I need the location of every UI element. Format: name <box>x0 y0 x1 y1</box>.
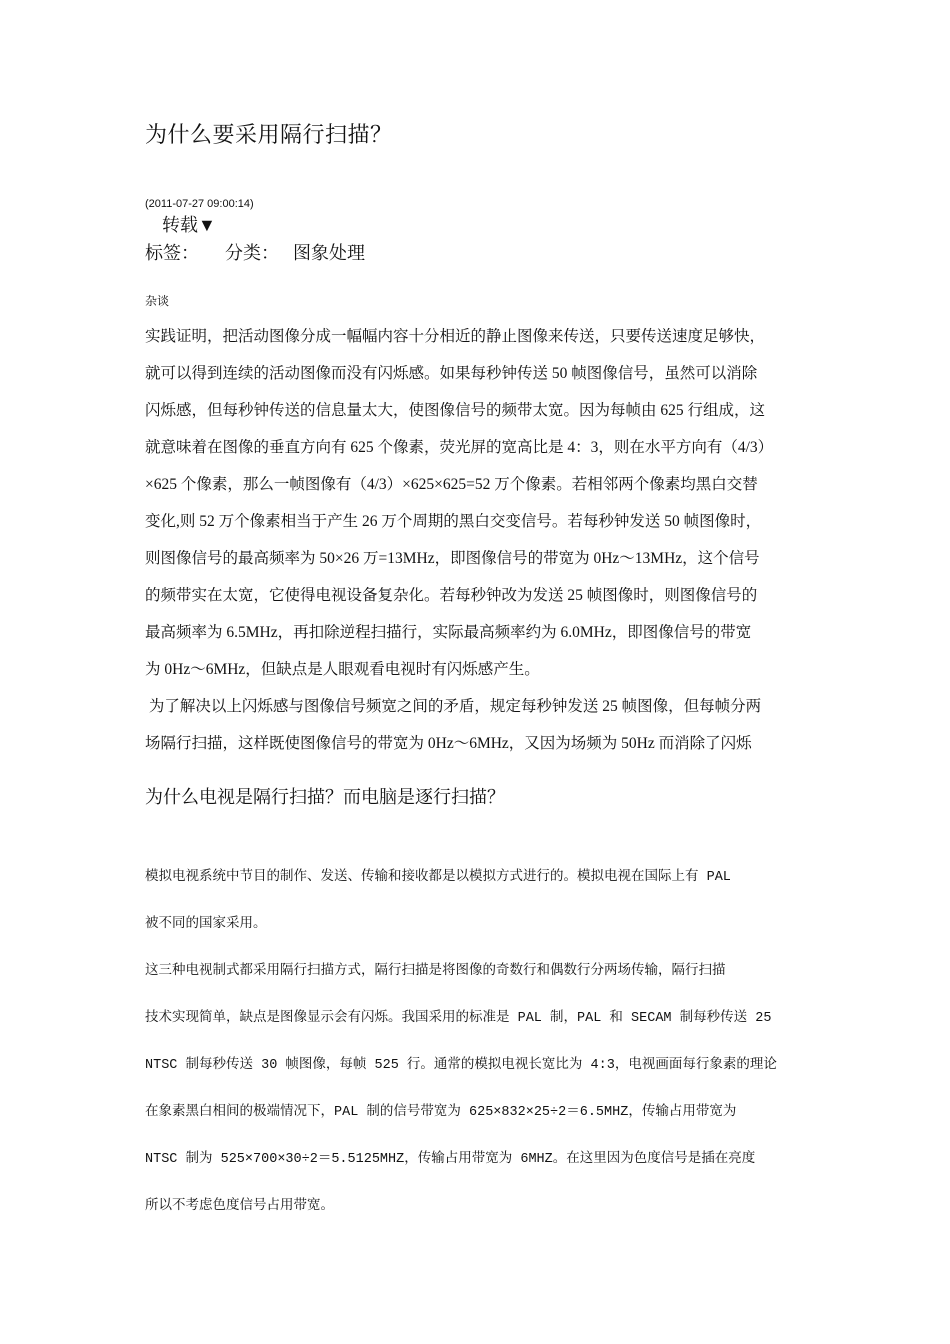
repost-dropdown[interactable]: 转载▼ <box>162 215 216 235</box>
text-line: 这三种电视制式都采用隔行扫描方式，隔行扫描是将图像的奇数行和偶数行分两场传输，隔行扫描 <box>145 964 726 979</box>
text-line: 场隔行扫描，这样既使图像信号的带宽为 0Hz～6MHz，又因为场频为 50Hz 而消除了闪烁 <box>145 735 752 752</box>
text-line: 就可以得到连续的活动图像而没有闪烁感。如果每秒钟传送 50 帧图像信号，虽然可以消除 <box>145 365 758 382</box>
text-line: 为 0Hz～6MHz，但缺点是人眼观看电视时有闪烁感产生。 <box>145 661 540 678</box>
post-timestamp: (2011-07-27 09:00:14) <box>145 198 254 210</box>
text-line: 被不同的国家采用。 <box>145 917 267 932</box>
text-line: NTSC 制每秒传送 30 帧图像，每帧 525 行。通常的模拟电视长宽比为 4:3，电视画面每行象素的理论 <box>145 1058 777 1073</box>
text-line: 闪烁感，但每秒钟传送的信息量太大，使图像信号的频带太宽。因为每帧由 625 行组成，这 <box>145 402 766 419</box>
body-paragraph-1 <box>145 318 825 762</box>
text-line: 的频带实在太宽，它使得电视设备复杂化。若每秒钟改为发送 25 帧图像时，则图像信号的 <box>145 587 758 604</box>
text-line: 变化,则 52 万个像素相当于产生 26 万个周期的黑白交变信号。若每秒钟发送 50 帧图像时， <box>145 513 762 530</box>
meta-row <box>145 239 365 265</box>
tags-label: 标签： <box>145 243 199 263</box>
text-line: 则图像信号的最高频率为 50×26 万=13MHz，即图像信号的带宽为 0Hz～13MHz，这个信号 <box>145 550 760 567</box>
article-title: 为什么要采用隔行扫描？ <box>145 122 393 147</box>
text-line: 就意味着在图像的垂直方向有 625 个像素，荧光屏的宽高比是 4：3，则在水平方向有（4/3） <box>145 439 774 456</box>
text-line: 实践证明，把活动图像分成一幅幅内容十分相近的静止图像来传送，只要传送速度足够快， <box>145 328 766 345</box>
section-subtitle: 为什么电视是隔行扫描？而电脑是逐行扫描？ <box>145 787 505 807</box>
text-line: 最高频率为 6.5MHz，再扣除逆程扫描行，实际最高频率约为 6.0MHz，即图像信号的带宽 <box>145 624 752 641</box>
tag-link[interactable]: 杂谈 <box>145 294 170 308</box>
category-label: 分类： <box>225 243 279 263</box>
text-line: 技术实现简单，缺点是图像显示会有闪烁。我国采用的标准是 PAL 制，PAL 和 SECAM 制每秒传送 25 <box>145 1011 772 1026</box>
text-line: 在象素黑白相间的极端情况下，PAL 制的信号带宽为 625×832×25÷2＝6.5MHZ，传输占用带宽为 <box>145 1105 737 1120</box>
text-line: 模拟电视系统中节目的制作、发送、传输和接收都是以模拟方式进行的。模拟电视在国际上有 PAL <box>145 870 731 885</box>
category-link[interactable]: 图象处理 <box>293 243 365 263</box>
text-line: 为了解决以上闪烁感与图像信号频宽之间的矛盾，规定每秒钟发送 25 帧图像，但每帧分两 <box>145 698 762 715</box>
body-paragraph-2 <box>145 854 845 1230</box>
text-line: 所以不考虑色度信号占用带宽。 <box>145 1199 334 1214</box>
text-line: NTSC 制为 525×700×30÷2＝5.5125MHZ，传输占用带宽为 6MHZ。在这里因为色度信号是插在亮度 <box>145 1152 756 1167</box>
text-line: ×625 个像素，那么一帧图像有（4/3）×625×625=52 万个像素。若相邻两个像素均黑白交替 <box>145 476 758 493</box>
